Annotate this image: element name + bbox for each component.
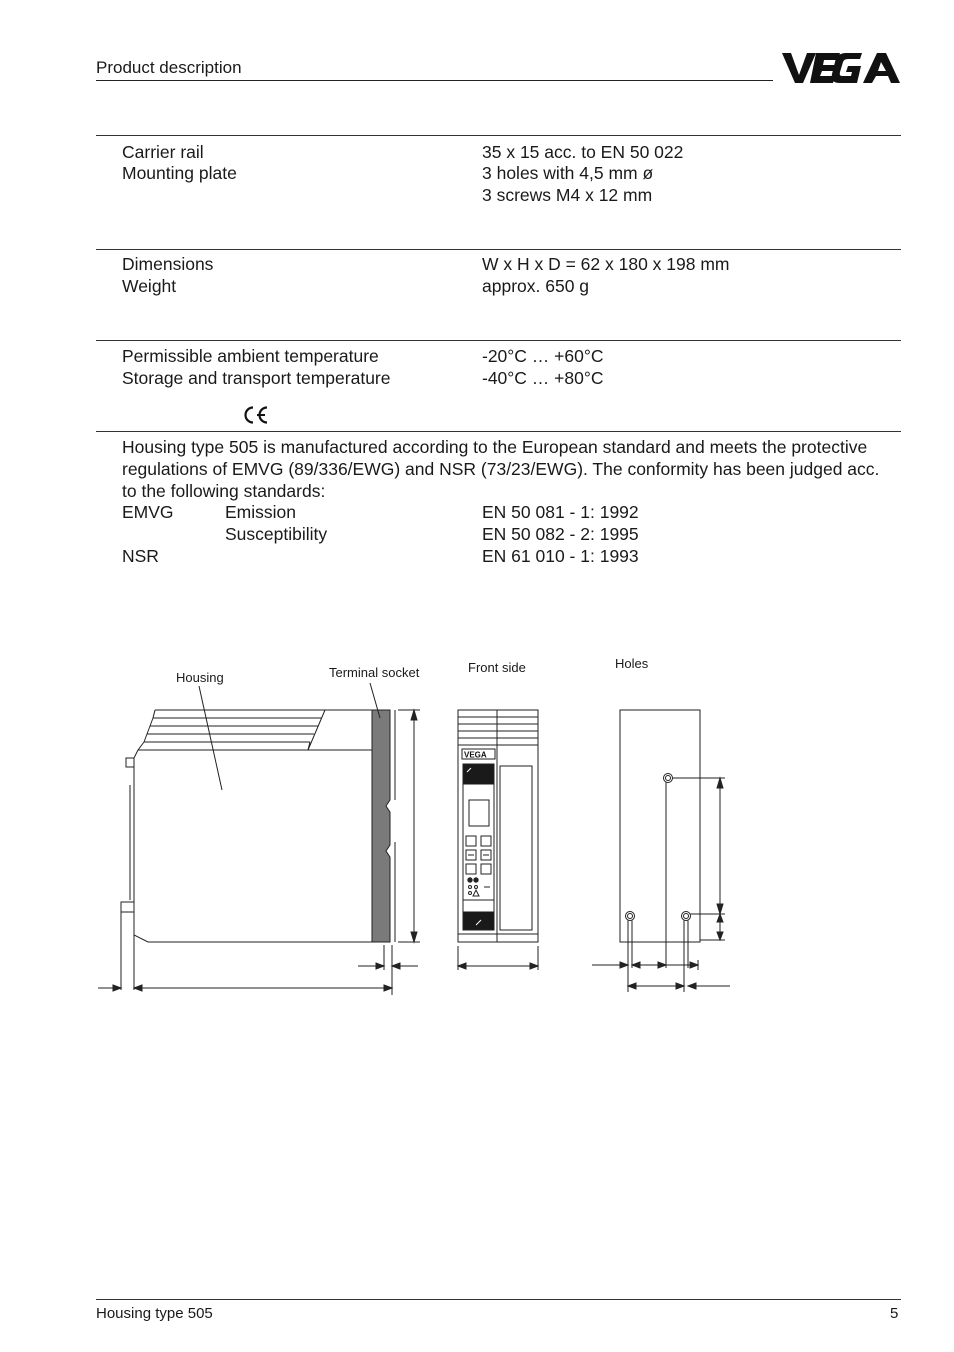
- drawing-label-terminal-socket: Terminal socket: [329, 665, 420, 680]
- standard-group: NSR: [122, 546, 159, 566]
- spec-value: approx. 650 g: [482, 276, 590, 296]
- svg-text:VEGA: VEGA: [464, 750, 487, 760]
- conformity-paragraph: Housing type 505 is manufactured according to the European standard and meets the protective regulations of EMVG (89/336/EWG) and NSR (73/23/EWG). The conformity has been judged acc. to the following standards:: [122, 437, 880, 501]
- spec-value: -20°C … +60°C: [482, 346, 604, 366]
- spec-label: Storage and transport temperature: [122, 368, 391, 388]
- footer-rule: [96, 1299, 901, 1300]
- drawing-label-holes: Holes: [615, 656, 649, 671]
- footer-document-title: Housing type 505: [96, 1305, 213, 1322]
- spec-label: Dimensions: [122, 254, 214, 274]
- standard-number: EN 50 081 - 1: 1992: [482, 502, 639, 522]
- spec-value: W x H x D = 62 x 180 x 198 mm: [482, 254, 730, 274]
- standard-group: EMVG: [122, 502, 174, 522]
- page-number: 5: [890, 1305, 899, 1322]
- spec-label: Weight: [122, 276, 177, 296]
- spec-label: Mounting plate: [122, 163, 237, 183]
- spec-value: 3 holes with 4,5 mm ø: [482, 163, 654, 183]
- holes-view: [592, 710, 730, 992]
- drawing-label-housing: Housing: [176, 670, 224, 685]
- page-header-title: Product description: [96, 58, 242, 77]
- front-view: [458, 710, 538, 970]
- standard-item: Susceptibility: [225, 524, 328, 544]
- spec-value: 3 screws M4 x 12 mm: [482, 185, 653, 205]
- standard-number: EN 50 082 - 2: 1995: [482, 524, 639, 544]
- spec-label: Carrier rail: [122, 142, 204, 162]
- spec-label: Permissible ambient temperature: [122, 346, 379, 366]
- spec-value: -40°C … +80°C: [482, 368, 604, 388]
- spec-value: 35 x 15 acc. to EN 50 022: [482, 142, 684, 162]
- standard-number: EN 61 010 - 1: 1993: [482, 546, 639, 566]
- standard-item: Emission: [225, 502, 296, 522]
- drawing-label-front-side: Front side: [468, 660, 526, 675]
- side-view: [98, 683, 420, 995]
